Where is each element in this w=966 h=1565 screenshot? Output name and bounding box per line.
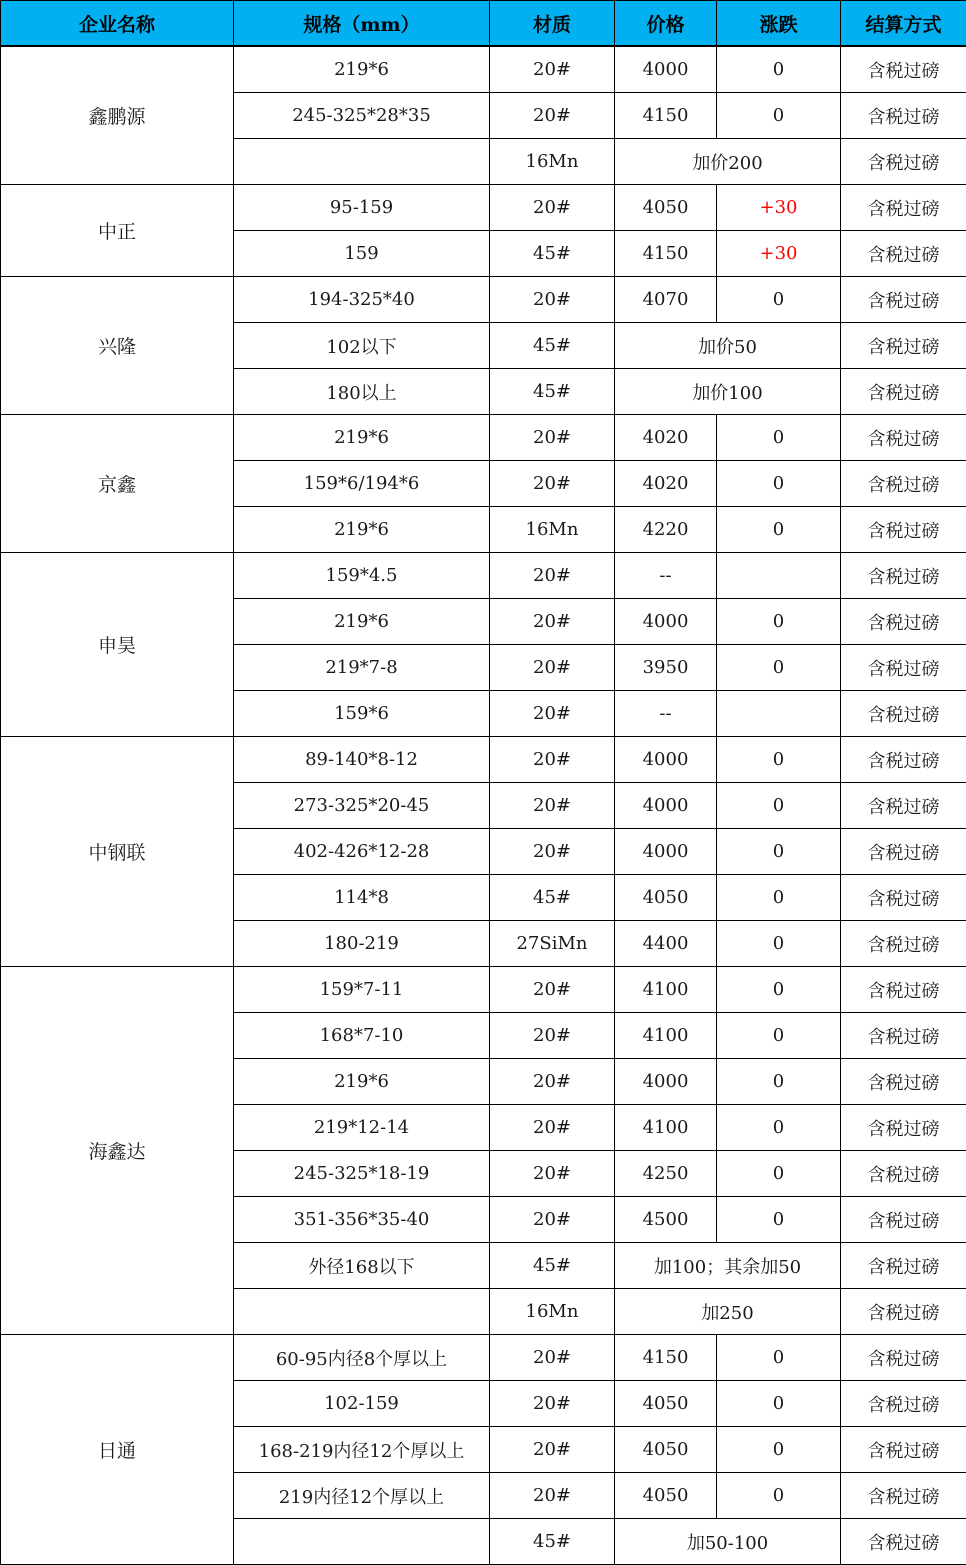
material-cell: 45# [490, 1243, 615, 1289]
settlement-cell: 含税过磅 [841, 139, 966, 185]
spec-cell: 159*6 [234, 691, 490, 737]
material-cell: 27SiMn [490, 921, 615, 967]
settlement-cell: 含税过磅 [841, 645, 966, 691]
price-cell: 4050 [615, 185, 717, 231]
price-note-cell: 加价50 [615, 323, 841, 369]
spec-cell: 219*6 [234, 507, 490, 553]
company-name-cell: 中钢联 [1, 737, 234, 967]
price-cell: 4000 [615, 737, 717, 783]
settlement-cell: 含税过磅 [841, 553, 966, 599]
material-cell: 16Mn [490, 139, 615, 185]
spec-cell: 168-219内径12个厚以上 [234, 1427, 490, 1473]
spec-cell: 219*6 [234, 46, 490, 93]
spec-cell: 60-95内径8个厚以上 [234, 1335, 490, 1381]
settlement-cell: 含税过磅 [841, 415, 966, 461]
price-cell: 4150 [615, 231, 717, 277]
material-cell: 20# [490, 1151, 615, 1197]
settlement-cell: 含税过磅 [841, 1427, 966, 1473]
settlement-cell: 含税过磅 [841, 461, 966, 507]
change-cell [717, 691, 841, 737]
material-cell: 20# [490, 1335, 615, 1381]
spec-cell: 95-159 [234, 185, 490, 231]
settlement-cell: 含税过磅 [841, 46, 966, 93]
settlement-cell: 含税过磅 [841, 323, 966, 369]
change-cell: 0 [717, 1059, 841, 1105]
header-change: 涨跌 [717, 1, 841, 47]
price-cell: 4220 [615, 507, 717, 553]
header-price: 价格 [615, 1, 717, 47]
header-row [1, 1, 966, 47]
material-cell: 20# [490, 1197, 615, 1243]
material-cell: 20# [490, 277, 615, 323]
material-cell: 20# [490, 461, 615, 507]
price-note-cell: 加50-100 [615, 1519, 841, 1565]
change-cell: 0 [717, 507, 841, 553]
spec-cell: 219*6 [234, 1059, 490, 1105]
change-cell: 0 [717, 461, 841, 507]
settlement-cell: 含税过磅 [841, 1335, 966, 1381]
spec-cell: 219*7-8 [234, 645, 490, 691]
settlement-cell: 含税过磅 [841, 921, 966, 967]
company-name-cell: 京鑫 [1, 415, 234, 553]
change-cell: 0 [717, 1473, 841, 1519]
price-note-cell: 加250 [615, 1289, 841, 1335]
price-cell: 4050 [615, 1381, 717, 1427]
price-cell: 4020 [615, 415, 717, 461]
spec-cell: 159*7-11 [234, 967, 490, 1013]
material-cell: 20# [490, 1381, 615, 1427]
settlement-cell: 含税过磅 [841, 1289, 966, 1335]
material-cell: 20# [490, 1427, 615, 1473]
spec-cell: 245-325*28*35 [234, 93, 490, 139]
company-name-cell: 海鑫达 [1, 967, 234, 1335]
table-row [1, 46, 966, 93]
price-cell: 4000 [615, 46, 717, 93]
settlement-cell: 含税过磅 [841, 1105, 966, 1151]
material-cell: 20# [490, 1059, 615, 1105]
spec-cell: 180-219 [234, 921, 490, 967]
settlement-cell: 含税过磅 [841, 691, 966, 737]
price-cell: 4500 [615, 1197, 717, 1243]
spec-cell: 159*6/194*6 [234, 461, 490, 507]
change-cell: 0 [717, 1335, 841, 1381]
price-cell: 4000 [615, 599, 717, 645]
header-settlement: 结算方式 [841, 1, 966, 47]
price-note-cell: 加100；其余加50 [615, 1243, 841, 1289]
price-cell: 4150 [615, 93, 717, 139]
company-name-cell: 申昊 [1, 553, 234, 737]
material-cell: 20# [490, 1013, 615, 1059]
price-cell: -- [615, 553, 717, 599]
spec-cell: 219*12-14 [234, 1105, 490, 1151]
settlement-cell: 含税过磅 [841, 1381, 966, 1427]
material-cell: 45# [490, 231, 615, 277]
change-cell: 0 [717, 1427, 841, 1473]
price-cell: 4150 [615, 1335, 717, 1381]
price-cell: 4250 [615, 1151, 717, 1197]
material-cell: 20# [490, 46, 615, 93]
price-cell: 4050 [615, 875, 717, 921]
spec-cell: 219*6 [234, 415, 490, 461]
change-cell: 0 [717, 783, 841, 829]
settlement-cell: 含税过磅 [841, 1473, 966, 1519]
change-cell: 0 [717, 1151, 841, 1197]
settlement-cell: 含税过磅 [841, 369, 966, 415]
change-cell: 0 [717, 829, 841, 875]
price-cell: 4100 [615, 967, 717, 1013]
settlement-cell: 含税过磅 [841, 599, 966, 645]
table-row [1, 967, 966, 1013]
price-cell: 4020 [615, 461, 717, 507]
material-cell: 20# [490, 829, 615, 875]
material-cell: 16Mn [490, 1289, 615, 1335]
spec-cell: 194-325*40 [234, 277, 490, 323]
spec-cell: 102-159 [234, 1381, 490, 1427]
material-cell: 20# [490, 967, 615, 1013]
change-cell: 0 [717, 599, 841, 645]
spec-cell: 159*4.5 [234, 553, 490, 599]
material-cell: 20# [490, 93, 615, 139]
spec-cell: 114*8 [234, 875, 490, 921]
price-cell: 4050 [615, 1427, 717, 1473]
settlement-cell: 含税过磅 [841, 185, 966, 231]
material-cell: 20# [490, 1473, 615, 1519]
material-cell: 20# [490, 553, 615, 599]
change-cell: 0 [717, 645, 841, 691]
spec-cell: 168*7-10 [234, 1013, 490, 1059]
spec-cell: 180以上 [234, 369, 490, 415]
settlement-cell: 含税过磅 [841, 829, 966, 875]
price-cell: 3950 [615, 645, 717, 691]
material-cell: 20# [490, 737, 615, 783]
change-cell: 0 [717, 737, 841, 783]
company-name-cell: 鑫鹏源 [1, 46, 234, 185]
settlement-cell: 含税过磅 [841, 1197, 966, 1243]
change-cell: 0 [717, 277, 841, 323]
spec-cell [234, 1289, 490, 1335]
spec-cell: 245-325*18-19 [234, 1151, 490, 1197]
settlement-cell: 含税过磅 [841, 1243, 966, 1289]
price-cell: 4100 [615, 1013, 717, 1059]
material-cell: 45# [490, 1519, 615, 1565]
settlement-cell: 含税过磅 [841, 1013, 966, 1059]
settlement-cell: 含税过磅 [841, 507, 966, 553]
material-cell: 45# [490, 323, 615, 369]
price-cell: 4050 [615, 1473, 717, 1519]
settlement-cell: 含税过磅 [841, 93, 966, 139]
spec-cell: 273-325*20-45 [234, 783, 490, 829]
price-cell: 4070 [615, 277, 717, 323]
settlement-cell: 含税过磅 [841, 875, 966, 921]
header-company: 企业名称 [1, 1, 234, 47]
price-note-cell: 加价200 [615, 139, 841, 185]
change-cell: 0 [717, 415, 841, 461]
table-row [1, 277, 966, 323]
material-cell: 20# [490, 415, 615, 461]
change-cell: 0 [717, 967, 841, 1013]
settlement-cell: 含税过磅 [841, 967, 966, 1013]
change-cell: 0 [717, 921, 841, 967]
settlement-cell: 含税过磅 [841, 1151, 966, 1197]
spec-cell: 219*6 [234, 599, 490, 645]
material-cell: 20# [490, 645, 615, 691]
settlement-cell: 含税过磅 [841, 1059, 966, 1105]
company-name-cell: 兴隆 [1, 277, 234, 415]
spec-cell: 89-140*8-12 [234, 737, 490, 783]
settlement-cell: 含税过磅 [841, 231, 966, 277]
price-note-cell: 加价100 [615, 369, 841, 415]
spec-cell: 402-426*12-28 [234, 829, 490, 875]
material-cell: 20# [490, 691, 615, 737]
change-cell: 0 [717, 875, 841, 921]
price-cell: 4000 [615, 1059, 717, 1105]
material-cell: 45# [490, 875, 615, 921]
change-cell [717, 553, 841, 599]
spec-cell [234, 1519, 490, 1565]
change-cell: 0 [717, 1013, 841, 1059]
spec-cell: 219内径12个厚以上 [234, 1473, 490, 1519]
table-row [1, 553, 966, 599]
settlement-cell: 含税过磅 [841, 1519, 966, 1565]
spec-cell [234, 139, 490, 185]
table-body [1, 46, 966, 1565]
change-cell: +30 [717, 231, 841, 277]
table-row [1, 1335, 966, 1381]
header-material: 材质 [490, 1, 615, 47]
price-cell: 4100 [615, 1105, 717, 1151]
table-row [1, 737, 966, 783]
change-cell: 0 [717, 1381, 841, 1427]
settlement-cell: 含税过磅 [841, 783, 966, 829]
settlement-cell: 含税过磅 [841, 277, 966, 323]
spec-cell: 351-356*35-40 [234, 1197, 490, 1243]
material-cell: 20# [490, 599, 615, 645]
change-cell: +30 [717, 185, 841, 231]
spec-cell: 外径168以下 [234, 1243, 490, 1289]
table-row [1, 415, 966, 461]
price-cell: -- [615, 691, 717, 737]
settlement-cell: 含税过磅 [841, 737, 966, 783]
change-cell: 0 [717, 1197, 841, 1243]
change-cell: 0 [717, 46, 841, 93]
spec-cell: 102以下 [234, 323, 490, 369]
price-cell: 4400 [615, 921, 717, 967]
price-cell: 4000 [615, 829, 717, 875]
change-cell: 0 [717, 1105, 841, 1151]
price-cell: 4000 [615, 783, 717, 829]
material-cell: 45# [490, 369, 615, 415]
material-cell: 20# [490, 1105, 615, 1151]
material-cell: 20# [490, 783, 615, 829]
material-cell: 20# [490, 185, 615, 231]
table-row [1, 185, 966, 231]
company-name-cell: 日通 [1, 1335, 234, 1565]
change-cell: 0 [717, 93, 841, 139]
company-name-cell: 中正 [1, 185, 234, 277]
spec-cell: 159 [234, 231, 490, 277]
header-spec: 规格（mm） [234, 1, 490, 47]
material-cell: 16Mn [490, 507, 615, 553]
